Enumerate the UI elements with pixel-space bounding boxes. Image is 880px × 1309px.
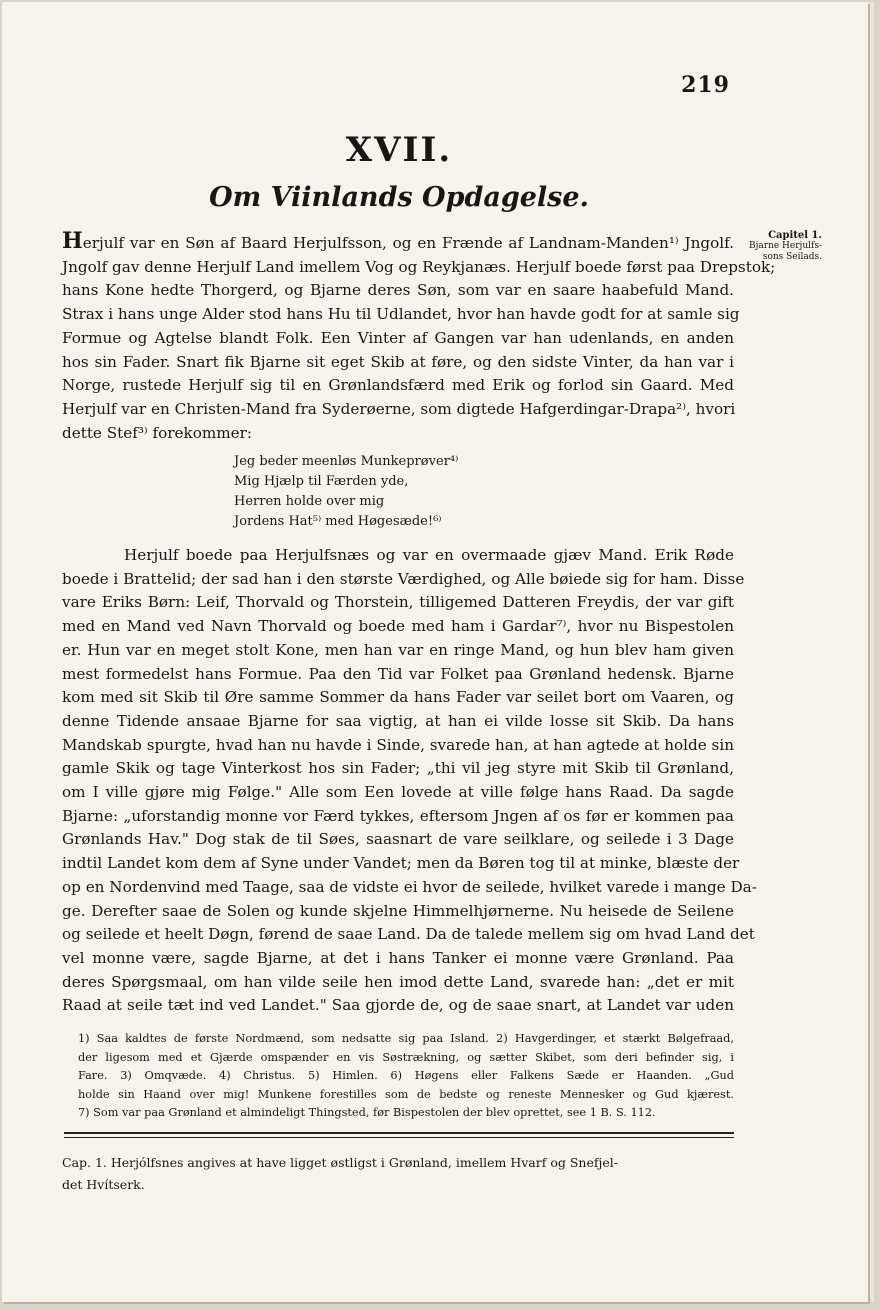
body-line: Jngolf gav denne Herjulf Land imellem Vog og Reykjanæs. Herjulf boede først paa Drepstok;	[62, 257, 776, 276]
body-line: dette Stef³⁾ forekommer:	[62, 423, 253, 442]
paragraph-1	[62, 228, 776, 445]
body-line-text: erjulf var en Søn af Baard Herjulfsson, og en Frænde af Landnam-Manden¹⁾ Jngolf.	[82, 234, 734, 252]
body-line: vel monne være, sagde Bjarne, at det i hans Tanker ei monne være Grønland. Paa	[62, 948, 734, 967]
body-line: gamle Skik og tage Vinterkost hos sin Fader; „thi vil jeg styre mit Skib til Grønland,	[62, 759, 734, 778]
commentary-line: Cap. 1. Herjólfsnes angives at have ligget østligst i Grønland, imellem Hvarf og Snefjel-	[62, 1155, 618, 1170]
body-line: mest formedelst hans Formue. Paa den Tid var Folket paa Grønland hedensk. Bjarne	[62, 664, 734, 683]
verse-line: Herren holde over mig	[234, 494, 385, 509]
body-line: ge. Derefter saae de Solen og kunde skjelne Himmelhjørnerne. Nu heisede de Seilene	[62, 901, 734, 920]
verse-line: Jordens Hat⁵⁾ med Høgesæde!⁶⁾	[234, 514, 442, 529]
body-line: Norge, rustede Herjulf sig til en Grønlandsfærd med Erik og forlod sin Gaard. Med	[62, 376, 734, 395]
body-line: boede i Brattelid; der sad han i den største Værdighed, og Alle bøiede sig for ham. Disse	[62, 569, 745, 588]
divider-rule	[64, 1137, 734, 1138]
margin-note-heading: Capitel 1.	[768, 230, 822, 241]
body-line: vare Eriks Børn: Leif, Thorvald og Thorstein, tilligemed Datteren Freydis, der var gift	[62, 593, 734, 612]
body-line: og seilede et heelt Døgn, førend de saae Land. Da de talede mellem sig om hvad Land det	[62, 925, 755, 944]
body-line: Mandskab spurgte, hvad han nu havde i Sinde, svarede han, at han agtede at holde sin	[62, 735, 734, 754]
body-line: er. Hun var en meget stolt Kone, men han var en ringe Mand, og hun blev ham given	[62, 640, 734, 659]
body-line: denne Tidende ansaae Bjarne for saa vigtig, at han ei vilde losse sit Skib. Da hans	[62, 711, 734, 730]
footnotes	[78, 1030, 734, 1123]
margin-note	[740, 230, 822, 263]
body-line: med en Mand ved Navn Thorvald og boede med ham i Gardar⁷⁾, hvor nu Bispestolen	[62, 617, 734, 636]
paragraph-2	[62, 544, 757, 1018]
verse-stanza	[234, 452, 458, 532]
body-line: deres Spørgsmaal, om han vilde seile hen imod dette Land, svarede han: „det er mit	[62, 972, 734, 991]
verse-line: Jeg beder meenløs Munkeprøver⁴⁾	[234, 454, 459, 469]
commentary-note	[62, 1152, 734, 1196]
footnote-line: holde sin Haand over mig! Munkene forestilles som de bedste og reneste Mennesker og Gud kjærest.	[78, 1087, 734, 1101]
body-line	[62, 230, 734, 256]
body-line: indtil Landet kom dem af Syne under Vandet; men da Børen tog til at minke, blæste der	[62, 854, 740, 873]
footnote-line: Fare. 3) Omqvæde. 4) Christus. 5) Himlen. 6) Høgens eller Falkens Sæde er Haanden. „Gud	[78, 1069, 734, 1082]
book-page	[2, 2, 868, 1302]
body-line: Raad at seile tæt ind ved Landet." Saa gjorde de, og de saae snart, at Landet var uden	[62, 996, 734, 1015]
body-line: Herjulf var en Christen-Mand fra Syderøerne, som digtede Hafgerdingar-Drapa²⁾, hvori	[62, 399, 736, 418]
margin-note-line: Bjarne Herjulfs-	[749, 241, 822, 251]
body-line: Herjulf boede paa Herjulfsnæs og var en overmaade gjæv Mand. Erik Røde	[124, 546, 734, 564]
margin-note-line: sons Seilads.	[762, 252, 822, 262]
footnote-line: 1) Saa kaldtes de første Nordmænd, som nedsatte sig paa Island. 2) Havgerdinger, et stærkt Bølgefraad,	[78, 1032, 734, 1045]
body-line: hos sin Fader. Snart fik Bjarne sit eget Skib at føre, og den sidste Vinter, da han var i	[62, 352, 734, 371]
body-line: Strax i hans unge Alder stod hans Hu til Udlandet, hvor han havde godt for at samle sig	[62, 305, 740, 324]
chapter-number: XVII.	[345, 130, 453, 170]
body-line: Formue og Agtelse blandt Folk. Een Vinter af Gangen var han udenlands, en anden	[62, 328, 734, 347]
footnote-line: der ligesom med et Gjærde omspænder en vis Søstrækning, og sætter Skibet, som deri befinder sig, i	[78, 1050, 734, 1064]
drop-cap: H	[62, 228, 83, 254]
commentary-line: det Hvítserk.	[62, 1177, 145, 1192]
body-line: op en Nordenvind med Taage, saa de vidste ei hvor de seilede, hvilket varede i mange Da-	[62, 877, 757, 896]
body-line: om I ville gjøre mig Følge." Alle som Een lovede at ville følge hans Raad. Da sagde	[62, 783, 734, 802]
chapter-title: Om Viinlands Opdagelse.	[209, 182, 589, 213]
divider-rule	[64, 1132, 734, 1134]
body-line: hans Kone hedte Thorgerd, og Bjarne deres Søn, som var en saare haabefuld Mand.	[62, 281, 734, 300]
body-line: Grønlands Hav." Dog stak de til Søes, saasnart de vare seilklare, og seilede i 3 Dage	[62, 830, 734, 849]
body-line: kom med sit Skib til Øre samme Sommer da hans Fader var seilet bort om Vaaren, og	[62, 688, 734, 707]
verse-line: Mig Hjælp til Færden yde,	[234, 474, 409, 489]
footnote-line: 7) Som var paa Grønland et almindeligt Thingsted, før Bispestolen der blev oprettet, see 1 B. S. 112.	[78, 1106, 656, 1119]
body-line: Bjarne: „uforstandig monne vor Færd tykkes, eftersom Jngen af os før er kommen paa	[62, 806, 734, 825]
page-number: 219	[681, 72, 730, 98]
